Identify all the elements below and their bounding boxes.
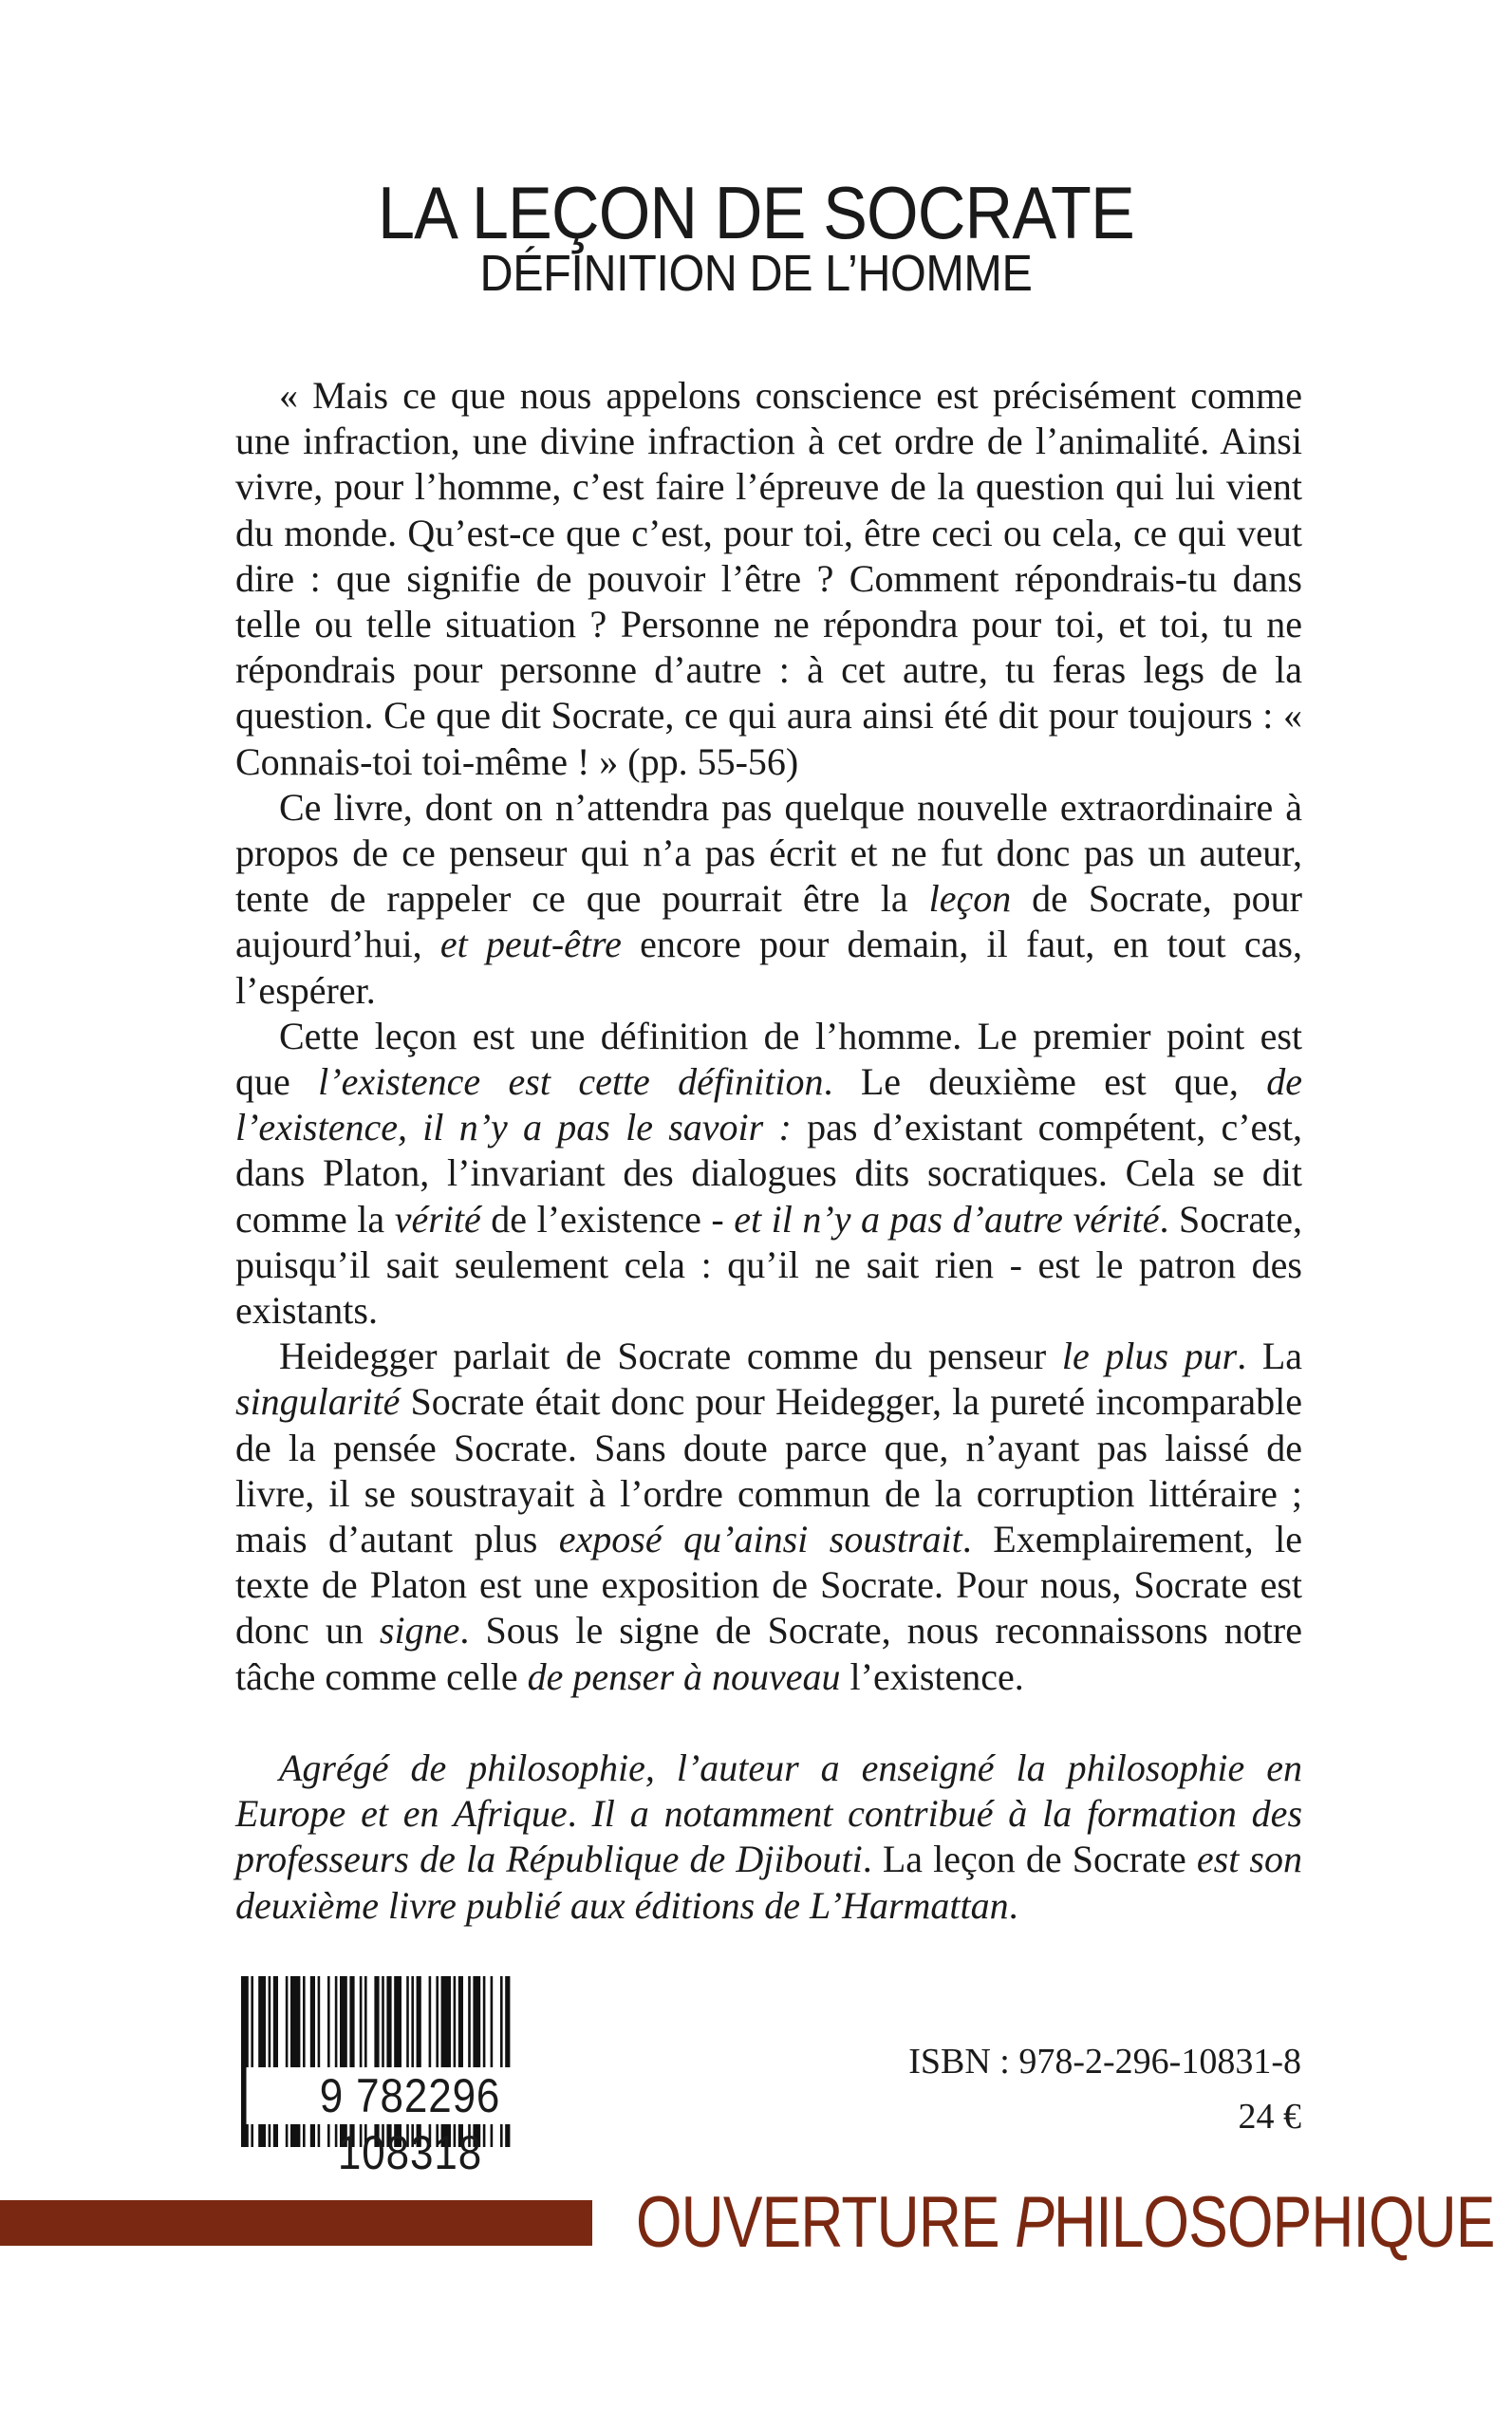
- quote-paragraph: « Mais ce que nous appelons conscience est précisément comme une infraction, une divine infraction à cet ordre de l’animalité. Ainsi vivre, pour l’homme, c’est faire l’épreuve de la question qui lui vient du monde. Qu’est-ce que c’est, pour toi, être ceci ou cela, ce qui veut dire : que signifie de pouvoir l’être ? Comment répondrais-tu dans telle ou telle situation ? Personne ne répondra pour toi, et toi, tu ne répondrais pour personne d’autre : à cet autre, tu feras legs de la question. Ce que dit Socrate, ce qui aura ainsi été dit pour toujours : « Connais-toi toi-même ! » (pp. 55-56): [235, 374, 1302, 783]
- series-name: OUVERTURE PHILOSOPHIQUE: [636, 2182, 1495, 2263]
- back-cover-text: [235, 373, 1302, 1929]
- price: 24 €: [1238, 2097, 1301, 2137]
- paragraph-2: Ce livre, dont on n’attendra pas quelque nouvelle extraordinaire à propos de ce penseur qui n’a pas écrit et ne fut donc pas un auteur, tente de rappeler ce que pourrait être la leçon de Socrate, pour aujourd’hui, et peut-être encore pour demain, il faut, en tout cas, l’espérer.: [235, 785, 1303, 1012]
- paragraph-4: Heidegger parlait de Socrate comme du penseur le plus pur. La singularité Socrate était donc pour Heidegger, la pureté incomparable de la pensée Socrate. Sans doute parce que, n’ayant pas laissé de livre, il se soustrayait à l’ordre commun de la corruption littéraire ; mais d’autant plus exposé qu’ainsi soustrait. Exemplairement, le texte de Platon est une exposition de Socrate. Pour nous, Socrate est donc un signe. Sous le signe de Socrate, nous reconnaissons notre tâche comme celle de penser à nouveau l’existence.: [235, 1335, 1303, 1698]
- paragraph-3: Cette leçon est une définition de l’homme. Le premier point est que l’existence est cette définition. Le deuxième est que, de l’existence, il n’y a pas le savoir : pas d’existant compétent, c’est, dans Platon, l’invariant des dialogues dits socratiques. Cela se dit comme la vérité de l’existence - et il n’y a pas d’autre vérité. Socrate, puisqu’il sait seulement cela : qu’il ne sait rien - est le patron des existants.: [235, 1014, 1302, 1333]
- book-subtitle: DÉFINITION DE L’HOMME: [479, 245, 1033, 302]
- author-bio: Agrégé de philosophie, l’auteur a enseigné la philosophie en Europe et en Afrique. Il a notamment contribué à la formation des professeurs de la République de Djibouti. La leçon de Socrate est son deuxième livre publié aux éditions de L’Harmattan.: [235, 1746, 1303, 1927]
- isbn: ISBN : 978-2-296-10831-8: [908, 2042, 1301, 2082]
- book-title: LA LEÇON DE SOCRATE: [378, 171, 1134, 254]
- barcode-number: 9 782296 108318: [247, 2067, 574, 2124]
- series-accent-bar: [0, 2200, 592, 2246]
